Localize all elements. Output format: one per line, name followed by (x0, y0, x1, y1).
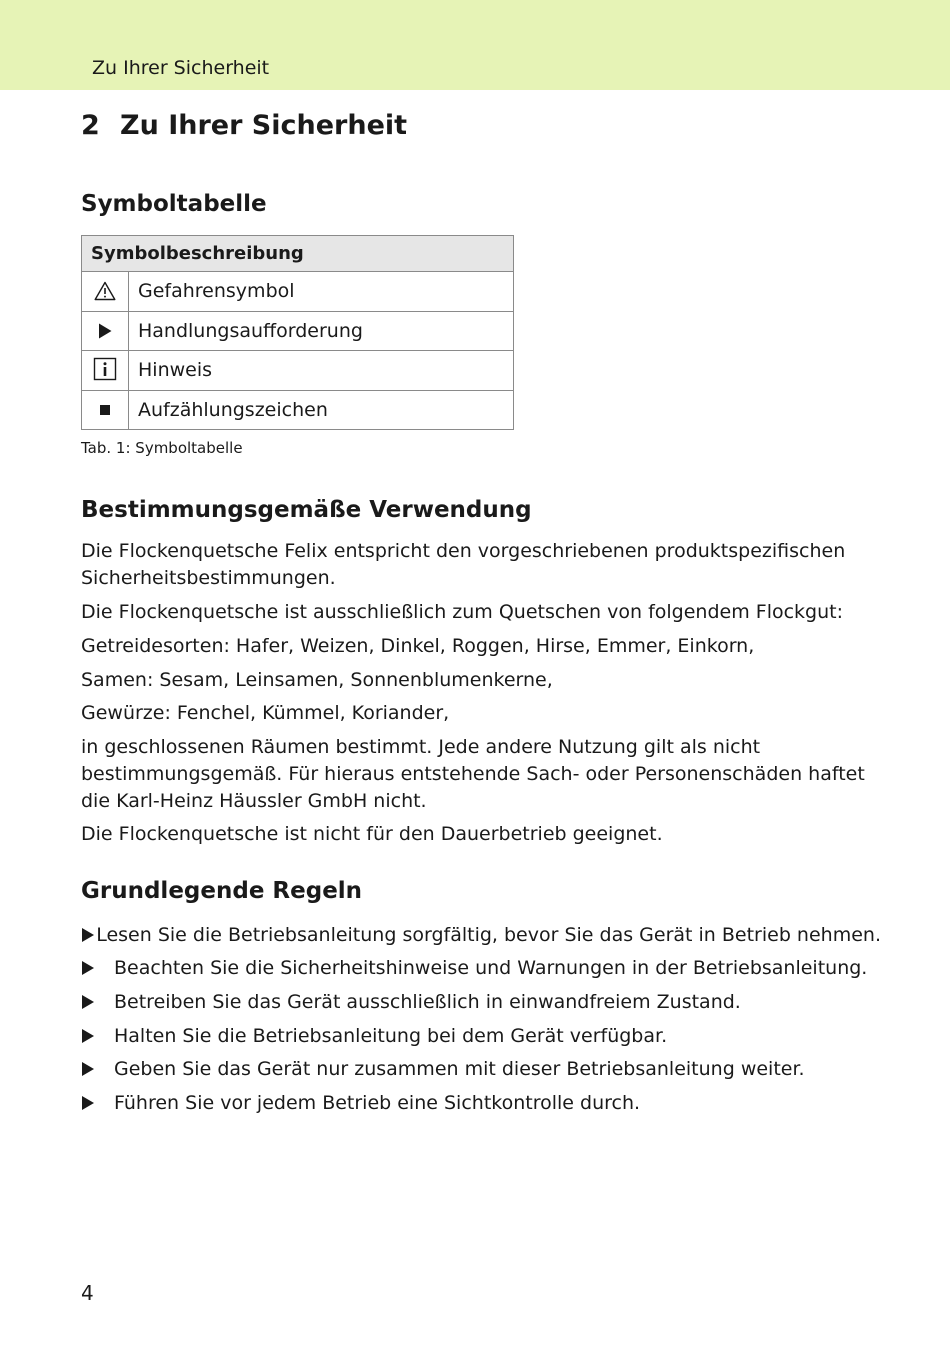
page-number: 4 (81, 1281, 94, 1305)
intended-use-heading: Bestimmungsgemäße Verwendung (81, 497, 532, 523)
table-caption: Tab. 1: Symboltabelle (81, 439, 243, 457)
arrow-right-icon (81, 1028, 114, 1044)
table-cell: Aufzählungszeichen (129, 390, 514, 430)
arrow-right-icon (81, 960, 114, 976)
list-item-text: Geben Sie das Gerät nur zusammen mit dieser Betriebsanleitung weiter. (114, 1058, 805, 1081)
square-bullet-icon (91, 396, 119, 424)
list-item (81, 985, 881, 1019)
list-item (81, 1019, 881, 1053)
arrow-right-icon (81, 994, 114, 1010)
symbol-table-header: Symbolbeschreibung (82, 236, 514, 272)
basic-rules-heading: Grundlegende Regeln (81, 878, 363, 904)
chapter-title (81, 108, 407, 144)
list-item-text: Betreiben Sie das Gerät ausschließlich in einwandfreiem Zustand. (114, 990, 741, 1013)
list-item (81, 1052, 881, 1086)
list-item (81, 918, 881, 952)
paragraph: Die Flockenquetsche Felix entspricht den vorgeschriebenen produktspezifischen Sicherheitsbestimmungen. (81, 540, 846, 589)
arrow-right-icon (91, 317, 119, 345)
rules-list (81, 918, 881, 1120)
table-cell: Handlungsaufforderung (129, 311, 514, 351)
warning-triangle-icon (91, 277, 119, 305)
list-item-text: Führen Sie vor jedem Betrieb eine Sichtkontrolle durch. (114, 1091, 641, 1114)
arrow-right-icon (81, 1061, 114, 1077)
paragraph: in geschlossenen Räumen bestimmt. Jede andere Nutzung gilt als nicht bestimmungsgemäß. Für hieraus entstehende Sach- oder Personenschäden haftet die Karl-Heinz Häussler GmbH nicht. (81, 736, 865, 812)
chapter-number: 2 (81, 110, 100, 141)
arrow-right-icon (81, 1095, 114, 1111)
info-icon (91, 355, 119, 383)
paragraph: Die Flockenquetsche ist ausschließlich zum Quetschen von folgendem Flockgut: (81, 601, 843, 623)
paragraph: Samen: Sesam, Leinsamen, Sonnenblumenkerne, (81, 669, 553, 691)
symbol-table-heading: Symboltabelle (81, 191, 267, 217)
table-row (82, 272, 514, 312)
list-item-text: Lesen Sie die Betriebsanleitung sorgfältig, bevor Sie das Gerät in Betrieb nehmen. (96, 923, 881, 946)
arrow-right-icon (81, 927, 96, 943)
table-row (82, 351, 514, 391)
table-row (82, 311, 514, 351)
paragraph: Gewürze: Fenchel, Kümmel, Koriander, (81, 702, 450, 724)
chapter-title-text: Zu Ihrer Sicherheit (120, 110, 408, 141)
table-cell: Gefahrensymbol (129, 272, 514, 312)
running-header (0, 0, 950, 90)
table-row (82, 390, 514, 430)
list-item (81, 952, 881, 986)
table-cell: Hinweis (129, 351, 514, 391)
list-item-text: Beachten Sie die Sicherheitshinweise und Warnungen in der Betriebsanleitung. (114, 957, 868, 980)
paragraph: Die Flockenquetsche ist nicht für den Dauerbetrieb geeignet. (81, 823, 663, 845)
list-item-text: Halten Sie die Betriebsanleitung bei dem Gerät verfügbar. (114, 1024, 668, 1047)
running-header-title: Zu Ihrer Sicherheit (92, 57, 270, 79)
symbol-table (81, 235, 514, 430)
paragraph: Getreidesorten: Hafer, Weizen, Dinkel, Roggen, Hirse, Emmer, Einkorn, (81, 635, 755, 657)
list-item (81, 1086, 881, 1120)
